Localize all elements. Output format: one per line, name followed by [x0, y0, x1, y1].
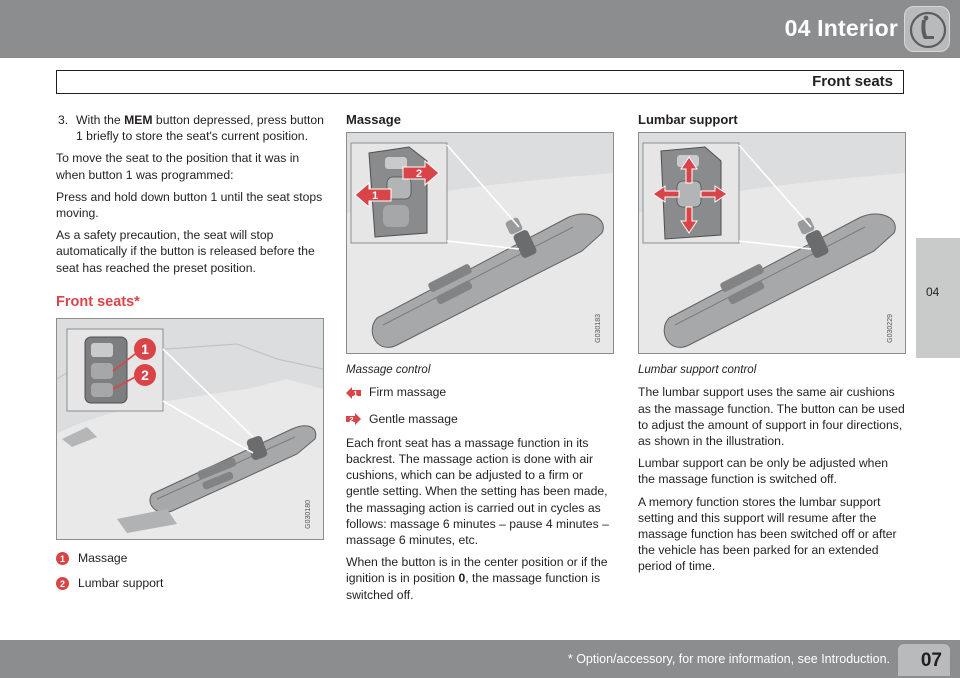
front-seat-illustration — [56, 318, 324, 540]
footnote: * Option/accessory, for more information, see Introduction. — [567, 652, 890, 666]
svg-text:2: 2 — [415, 168, 423, 181]
paragraph: To move the seat to the position that it was in when button 1 was programmed: — [56, 151, 300, 182]
paragraph: As a safety precaution, the seat will stop automatically if the button is released before the seat has reached the preset position. — [56, 228, 315, 275]
svg-text:2: 2 — [349, 414, 354, 424]
paragraph: When the button is in the center position or if the ignition is in position 0, the massage function is switched off. — [346, 555, 608, 602]
figure-code: G030183 — [594, 314, 602, 344]
seat-chapter-icon — [904, 6, 950, 52]
number-2-badge-icon — [56, 577, 69, 590]
mem-button-label: MEM — [124, 113, 153, 127]
number-1-arrow-badge-icon — [346, 387, 361, 399]
massage-control-illustration — [346, 132, 614, 354]
legend-label: Firm massage — [369, 385, 447, 400]
massage-heading: Massage — [346, 112, 401, 127]
side-tab-label: 04 — [926, 285, 940, 299]
column-left — [56, 112, 324, 600]
svg-text:2: 2 — [141, 367, 149, 384]
front-seats-heading: Front seats* — [56, 293, 140, 310]
step-text: With the MEM button depressed, press button 1 briefly to store the seat's current position. — [76, 113, 324, 144]
paragraph: Lumbar support can be only be adjusted when the massage function is switched off. — [638, 456, 889, 487]
section-bar — [56, 70, 904, 94]
step-3 — [56, 112, 324, 144]
page-number: 07 — [920, 650, 942, 671]
paragraph: Press and hold down button 1 until the seat stops moving. — [56, 189, 323, 221]
figure-code: G030180 — [304, 500, 312, 530]
column-middle — [346, 112, 614, 609]
chapter-title: 04 Interior — [784, 15, 898, 41]
svg-text:1: 1 — [59, 553, 66, 564]
lumbar-support-heading: Lumbar support — [638, 112, 738, 127]
number-1-badge-icon — [56, 552, 69, 565]
legend-label: Gentle massage — [369, 411, 458, 426]
footer-band — [0, 640, 960, 678]
svg-text:1: 1 — [141, 341, 149, 358]
legend-label: Lumbar support — [78, 576, 164, 591]
step-number: 3. — [58, 113, 69, 127]
svg-text:1: 1 — [371, 190, 379, 203]
lumbar-support-illustration — [638, 132, 906, 354]
figure-code: G030229 — [886, 314, 894, 344]
figure-caption: Lumbar support control — [638, 364, 757, 377]
legend-item-massage — [56, 550, 324, 566]
legend-item-firm-massage — [346, 384, 614, 400]
paragraph: A memory function stores the lumbar support setting and this support will resume after the massage function has been switched off or after the vehicle has been parked for an extended period of time. — [638, 494, 897, 574]
paragraph: The lumbar support uses the same air cushions as the massage function. The button can be used to adjust the amount of support in four directions, as shown in the illustration. — [638, 385, 905, 449]
legend-item-lumbar-support — [56, 575, 324, 591]
ignition-position-label: 0 — [458, 571, 466, 586]
header-band — [0, 0, 960, 58]
column-right — [638, 112, 906, 581]
legend-item-gentle-massage — [346, 411, 614, 427]
svg-text:2: 2 — [59, 578, 66, 589]
page-number-box — [898, 644, 950, 676]
chapter-side-tab[interactable] — [916, 238, 960, 358]
number-2-arrow-badge-icon — [346, 413, 361, 425]
figure-caption: Massage control — [346, 364, 431, 377]
paragraph: Each front seat has a massage function in its backrest. The massage action is done with air cushions, which can be adjusted to a firm or gentle setting. When the setting has been made, the massaging action is carried out in cycles as follows: massage 6 minutes – pause 4 minutes – massage 6 minutes, etc. — [346, 435, 609, 548]
legend-label: Massage — [78, 551, 128, 566]
section-title: Front seats — [812, 73, 893, 90]
svg-text:1: 1 — [353, 388, 358, 398]
